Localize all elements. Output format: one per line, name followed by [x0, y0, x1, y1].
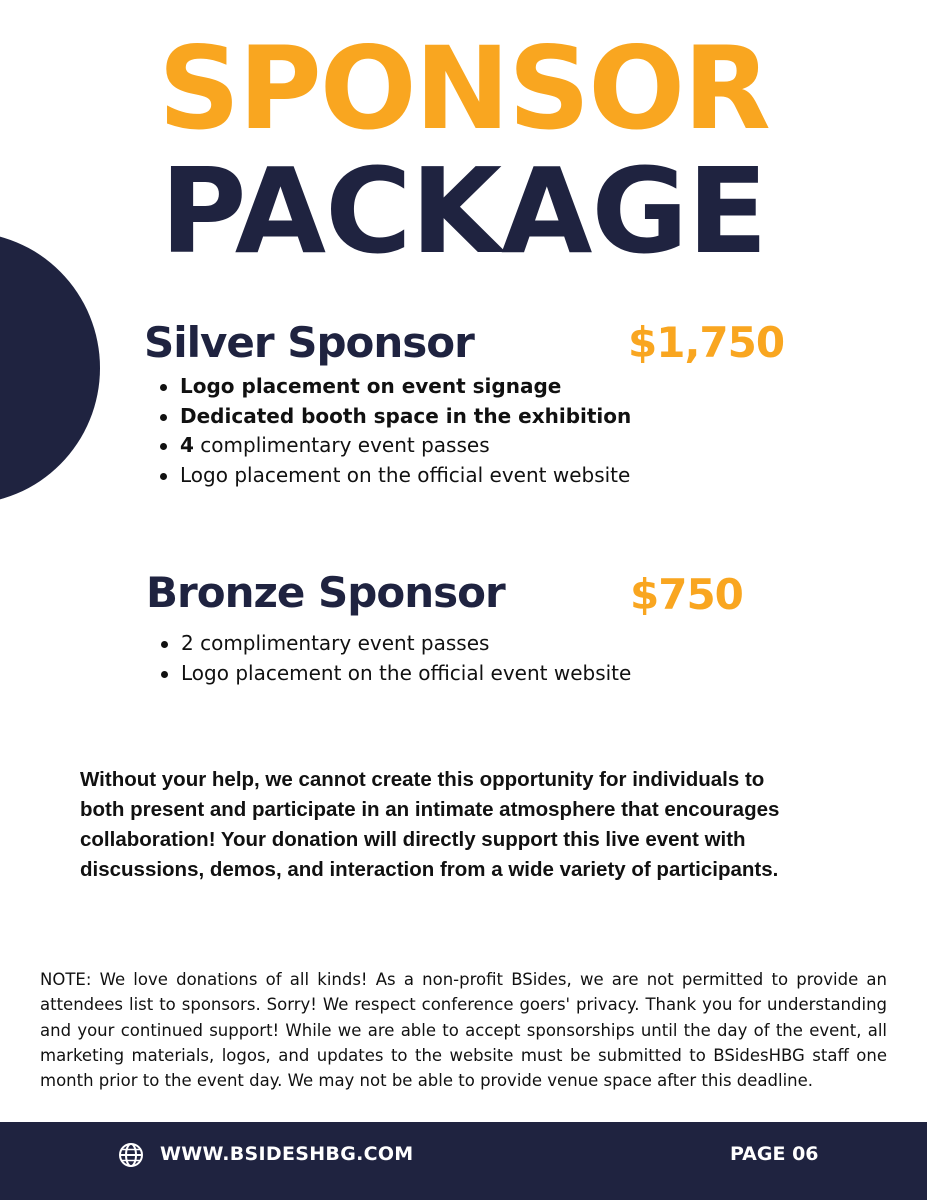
list-item: Dedicated booth space in the exhibition	[156, 402, 631, 432]
list-item: Logo placement on event signage	[156, 372, 631, 402]
list-item: 2 complimentary event passes	[157, 629, 631, 659]
list-item: Logo placement on the official event website	[157, 659, 631, 689]
bronze-benefits-list	[157, 629, 631, 688]
page-number: PAGE 06	[730, 1143, 819, 1165]
appeal-paragraph: Without your help, we cannot create this opportunity for individuals to both present and participate in an intimate atmosphere that encourages collaboration! Your donation will directly support this live event with discussions, demos, and interaction from a wide variety of participants.	[80, 768, 780, 881]
title-sponsor: SPONSOR	[158, 22, 769, 155]
silver-tier-name: Silver Sponsor	[144, 318, 474, 367]
note-paragraph: NOTE: We love donations of all kinds! As a non-profit BSides, we are not permitted to provide an attendees list to sponsors. Sorry! We respect conference goers' privacy. Thank you for understanding and your continued support! While we are able to accept sponsorships until the day of the event, all marketing materials, logos, and updates to the website must be submitted to BSidesHBG staff one month prior to the event day. We may not be able to provide venue space after this deadline.	[40, 970, 887, 1091]
silver-tier-price: $1,750	[628, 318, 785, 367]
title-package: PACKAGE	[160, 142, 767, 280]
footer-bar	[0, 1122, 927, 1200]
bronze-tier-price: $750	[630, 570, 743, 619]
globe-icon	[118, 1142, 144, 1168]
list-item: 4 complimentary event passes	[156, 431, 631, 461]
silver-benefits-list	[156, 372, 631, 490]
website-link[interactable]: WWW.BSIDESHBG.COM	[160, 1143, 414, 1165]
list-item: Logo placement on the official event website	[156, 461, 631, 491]
bronze-tier-name: Bronze Sponsor	[146, 568, 505, 617]
decorative-circle	[0, 232, 100, 504]
